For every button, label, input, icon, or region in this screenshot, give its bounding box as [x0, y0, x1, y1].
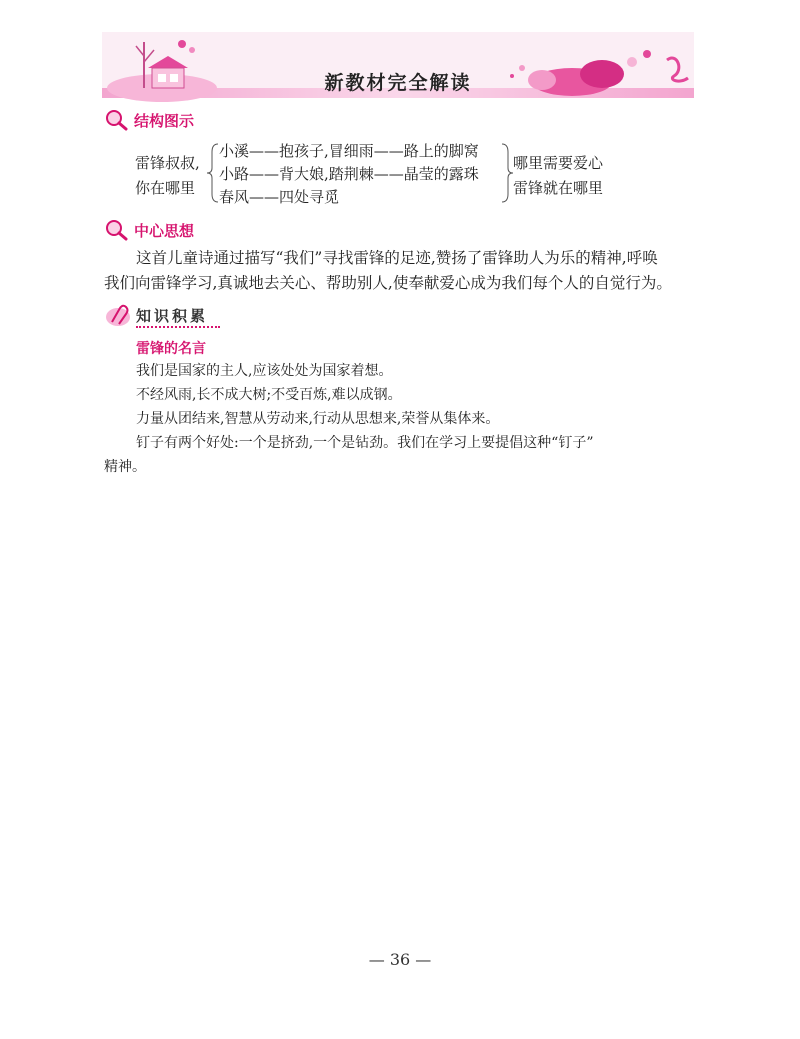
quote-line-4: 钉子有两个好处:一个是挤劲,一个是钻劲。我们在学习上要提倡这种“钉子” — [136, 435, 594, 451]
structure-middle-line-2: 小路——背大娘,踏荆棘——晶莹的露珠 — [219, 165, 479, 183]
structure-middle-line-3: 春风——四处寻觅 — [219, 188, 340, 206]
central-idea-title: 中心思想 — [134, 221, 195, 240]
magnifier-icon — [104, 218, 132, 242]
magnifier-icon — [104, 108, 132, 132]
quote-line-1: 我们是国家的主人,应该处处为国家着想。 — [136, 363, 393, 379]
quote-line-5: 精神。 — [104, 459, 146, 475]
left-brace-icon — [206, 142, 220, 204]
page-number: — 36 — — [368, 950, 432, 969]
paper-clip-icon — [104, 302, 134, 328]
central-idea-line-2: 我们向雷锋学习,真诚地去关心、帮助别人,使奉献爱心成为我们每个人的自觉行为。 — [104, 274, 672, 292]
structure-right-line-1: 哪里需要爱心 — [513, 154, 604, 172]
page-header — [102, 32, 694, 104]
knowledge-heading — [104, 302, 234, 328]
knowledge-title: 知识积累 — [136, 307, 209, 325]
structure-left-line-1: 雷锋叔叔, — [135, 154, 200, 172]
structure-section-heading — [104, 108, 194, 132]
quote-line-3: 力量从团结来,智慧从劳动来,行动从思想来,荣誉从集体来。 — [136, 411, 500, 427]
structure-middle-line-1: 小溪——抱孩子,冒细雨——路上的脚窝 — [219, 142, 479, 160]
right-brace-icon — [500, 142, 514, 204]
knowledge-title-underline — [136, 326, 220, 328]
quotes-title: 雷锋的名言 — [136, 341, 206, 357]
header-title: 新教材完全解读 — [324, 72, 472, 94]
structure-diagram — [100, 140, 700, 206]
structure-right-line-2: 雷锋就在哪里 — [513, 179, 604, 197]
central-idea-heading — [104, 218, 194, 242]
structure-left-line-2: 你在哪里 — [135, 179, 196, 197]
quote-line-2: 不经风雨,长不成大树;不受百炼,难以成钢。 — [136, 387, 402, 403]
structure-section-title: 结构图示 — [134, 111, 195, 130]
central-idea-line-1: 这首儿童诗通过描写“我们”寻找雷锋的足迹,赞扬了雷锋助人为乐的精神,呼唤 — [136, 249, 658, 267]
